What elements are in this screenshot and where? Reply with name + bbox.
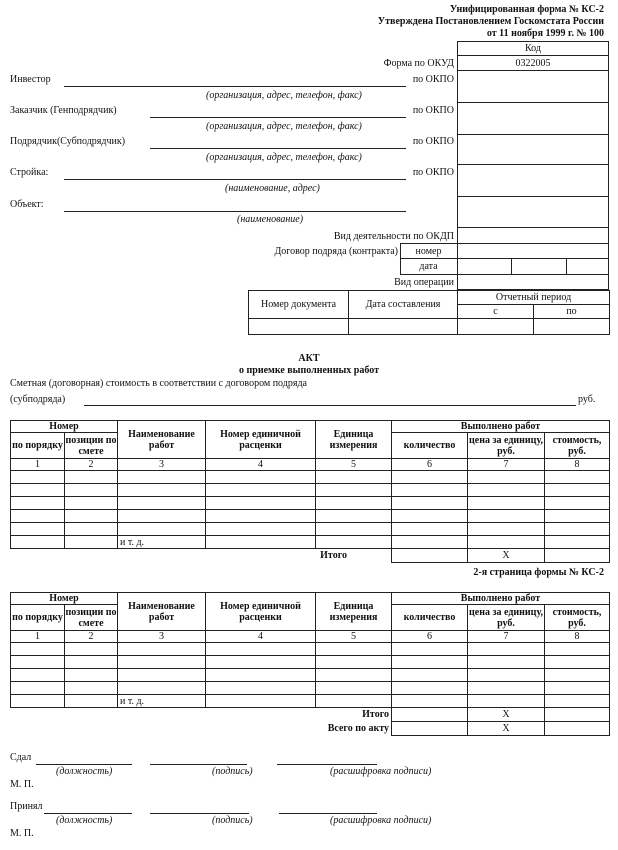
okud-label: Форма по ОКУД	[383, 58, 454, 69]
table-row[interactable]	[11, 471, 610, 484]
grand-total-x-mark: X	[468, 722, 545, 736]
total-cost-cell[interactable]	[545, 549, 610, 563]
period-to-cell[interactable]	[534, 319, 610, 335]
form-title-line1: Унифицированная форма № КС-2	[449, 4, 604, 15]
okpo-label-construction: по ОКПО	[412, 167, 454, 178]
object-label: Объект:	[10, 199, 44, 210]
act-subtitle: о приемке выполненных работ	[239, 365, 379, 376]
handed-decoding-field[interactable]	[277, 764, 377, 765]
contract-date-label: дата	[419, 261, 438, 272]
table-row[interactable]	[11, 497, 610, 510]
grand-total-quantity-cell[interactable]	[392, 722, 468, 736]
construction-label: Стройка:	[10, 167, 49, 178]
act-title: АКТ	[298, 353, 320, 364]
accepted-decoding-field[interactable]	[279, 813, 377, 814]
form-title-line2: Утверждена Постановлением Госкомстата России	[377, 16, 604, 27]
accepted-position-field[interactable]	[44, 813, 132, 814]
work-name-header: Наименование работ	[118, 421, 206, 459]
handed-position-field[interactable]	[36, 764, 132, 765]
cost-field[interactable]	[84, 405, 576, 406]
accepted-decoding-hint: (расшифровка подписи)	[330, 815, 432, 826]
page2-title: 2-я страница формы № КС-2	[473, 567, 604, 578]
period-from-cell[interactable]	[458, 319, 534, 335]
handed-signature-hint: (подпись)	[212, 766, 253, 777]
total-x-mark: X	[468, 708, 545, 722]
table-row[interactable]	[11, 656, 610, 669]
customer-label: Заказчик (Генподрядчик)	[10, 105, 117, 116]
by-order-header: по порядку	[11, 433, 65, 459]
col-num: 4	[206, 459, 316, 471]
object-hint: (наименование)	[237, 214, 304, 225]
document-table	[248, 290, 610, 335]
col-num: 7	[468, 459, 545, 471]
total-x-mark: X	[468, 549, 545, 563]
etc-label: и т. д.	[118, 536, 206, 549]
object-field[interactable]	[64, 211, 406, 212]
col-num: 4	[206, 631, 316, 643]
col-num: 7	[468, 631, 545, 643]
cost-header: стоимость, руб.	[545, 605, 610, 631]
contract-number-label: номер	[415, 246, 442, 257]
stamp-label-2: М. П.	[10, 828, 34, 839]
col-num: 6	[392, 631, 468, 643]
contractor-hint: (организация, адрес, телефон, факс)	[206, 152, 362, 163]
accepted-label: Принял	[10, 801, 43, 812]
etc-label: и т. д.	[118, 695, 206, 708]
period-header: Отчетный период	[458, 291, 610, 305]
col-num: 8	[545, 459, 610, 471]
unit-header: Единица измерения	[316, 593, 392, 631]
period-to-header: по	[534, 305, 610, 319]
total-row	[11, 549, 610, 563]
done-header: Выполнено работ	[392, 593, 610, 605]
investor-hint: (организация, адрес, телефон, факс)	[206, 90, 362, 101]
okpo-label-investor: по ОКПО	[412, 74, 454, 85]
handed-position-hint: (должность)	[56, 766, 113, 777]
cost-header: стоимость, руб.	[545, 433, 610, 459]
unit-header: Единица измерения	[316, 421, 392, 459]
handed-label: Сдал	[10, 752, 32, 763]
col-num: 3	[118, 631, 206, 643]
customer-hint: (организация, адрес, телефон, факс)	[206, 121, 362, 132]
col-num: 6	[392, 459, 468, 471]
stamp-label-1: М. П.	[10, 779, 34, 790]
handed-signature-field[interactable]	[150, 764, 247, 765]
total-row	[11, 708, 610, 722]
accepted-position-hint: (должность)	[56, 815, 113, 826]
grand-total-row	[11, 722, 610, 736]
customer-field[interactable]	[150, 117, 406, 118]
col-num: 2	[65, 631, 118, 643]
column-numbers-row	[11, 631, 610, 643]
works-table-page2	[10, 592, 610, 736]
cost-sub-label: (субподряда)	[10, 394, 66, 405]
table-row[interactable]	[11, 669, 610, 682]
okdp-label: Вид деятельности по ОКДП	[333, 231, 454, 242]
construction-hint: (наименование, адрес)	[225, 183, 320, 194]
quantity-header: количество	[392, 605, 468, 631]
number-header: Номер	[11, 421, 118, 433]
investor-label: Инвестор	[10, 74, 51, 85]
contractor-label: Подрядчик(Субподрядчик)	[10, 136, 126, 147]
construction-field[interactable]	[64, 179, 406, 180]
total-quantity-cell[interactable]	[392, 708, 468, 722]
accepted-signature-field[interactable]	[150, 813, 249, 814]
okud-value: 0322005	[515, 58, 551, 69]
total-label: Итого	[11, 549, 392, 563]
column-numbers-row	[11, 459, 610, 471]
col-num: 5	[316, 631, 392, 643]
unit-price-header: цена за единицу, руб.	[469, 606, 543, 629]
doc-date-header: Дата составления	[349, 291, 458, 319]
total-quantity-cell[interactable]	[392, 549, 468, 563]
number-header: Номер	[11, 593, 118, 605]
operation-label: Вид операции	[394, 277, 454, 288]
grand-total-cost-cell[interactable]	[545, 722, 610, 736]
table-row[interactable]	[11, 682, 610, 695]
cost-line-label: Сметная (договорная) стоимость в соответствии с договором подряда	[10, 378, 307, 389]
col-num: 3	[118, 459, 206, 471]
col-num: 8	[545, 631, 610, 643]
by-order-header: по порядку	[11, 605, 65, 631]
doc-number-header: Номер документа	[249, 291, 349, 319]
rub-label: руб.	[578, 394, 596, 405]
okpo-label-contractor: по ОКПО	[412, 136, 454, 147]
grand-total-label: Всего по акту	[11, 722, 392, 736]
works-table-page1	[10, 420, 610, 563]
table-row[interactable]	[11, 643, 610, 656]
col-num: 5	[316, 459, 392, 471]
form-title-line3: от 11 ноября 1999 г. № 100	[486, 28, 604, 39]
code-header: Код	[525, 43, 541, 54]
done-header: Выполнено работ	[392, 421, 610, 433]
table-row[interactable]	[11, 523, 610, 536]
unit-price-header: цена за единицу, руб.	[469, 434, 543, 457]
table-row[interactable]	[11, 484, 610, 497]
contractor-field[interactable]	[150, 148, 406, 149]
table-row[interactable]	[11, 536, 610, 549]
okpo-label-customer: по ОКПО	[412, 105, 454, 116]
doc-date-cell[interactable]	[349, 319, 458, 335]
total-label: Итого	[11, 708, 392, 722]
accepted-signature-hint: (подпись)	[212, 815, 253, 826]
total-cost-cell[interactable]	[545, 708, 610, 722]
handed-decoding-hint: (расшифровка подписи)	[330, 766, 432, 777]
col-num: 1	[11, 459, 65, 471]
rate-number-header: Номер единичной расценки	[206, 421, 316, 459]
table-row[interactable]	[11, 510, 610, 523]
col-num: 2	[65, 459, 118, 471]
work-name-header: Наименование работ	[118, 593, 206, 631]
doc-number-cell[interactable]	[249, 319, 349, 335]
table-row[interactable]	[11, 695, 610, 708]
rate-number-header: Номер единичной расценки	[206, 593, 316, 631]
by-estimate-header: позиции по смете	[65, 606, 117, 629]
period-from-header: с	[458, 305, 534, 319]
col-num: 1	[11, 631, 65, 643]
contract-label: Договор подряда (контракта)	[274, 246, 398, 257]
by-estimate-header: позиции по смете	[65, 434, 117, 457]
investor-field[interactable]	[64, 86, 406, 87]
quantity-header: количество	[392, 433, 468, 459]
